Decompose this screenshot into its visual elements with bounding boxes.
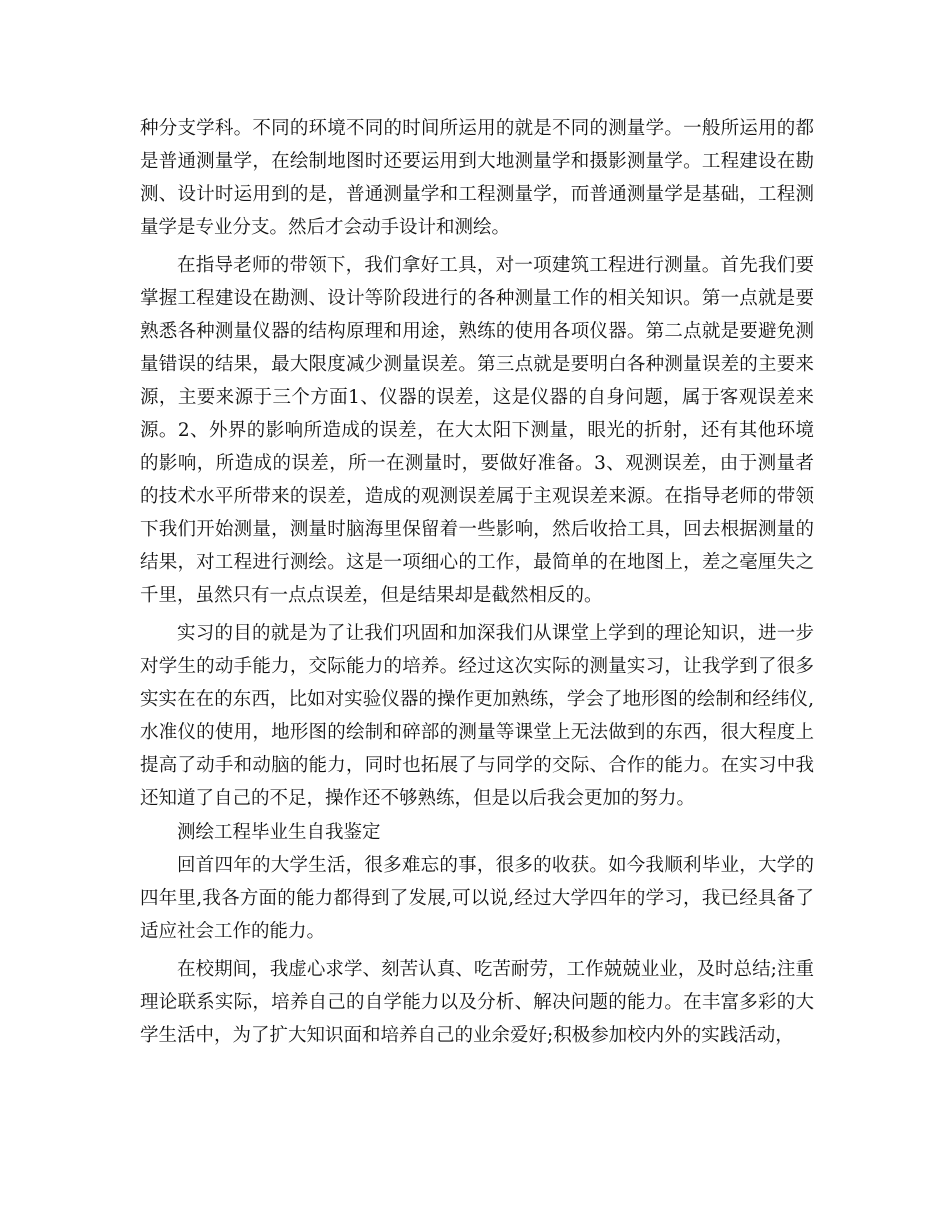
paragraph-school-period: 在校期间，我虚心求学、刻苦认真、吃苦耐劳，工作兢兢业业，及时总结;注重理论联系实际，培养自己的自学能力以及分析、解决问题的能力。在丰富多彩的大学生活中，为了扩大知识面和培养自己的业余爱好;积极参加校内外的实践活动，: [140, 959, 814, 1046]
document-body: [140, 112, 814, 1052]
paragraph-measurement-process: 在指导老师的带领下，我们拿好工具，对一项建筑工程进行测量。首先我们要掌握工程建设在勘测、设计等阶段进行的各种测量工作的相关知识。第一点就是要熟悉各种测量仪器的结构原理和用途，熟练的使用各项仪器。第二点就是要避免测量错误的结果，最大限度减少测量误差。第三点就是要明白各种测量误差的主要来源，主要来源于三个方面1、仪器的误差，这是仪器的自身问题，属于客观误差来源。2、外界的影响所造成的误差，在大太阳下测量，眼光的折射，还有其他环境的影响，所造成的误差，所一在测量时，要做好准备。3、观测误差，由于测量者的技术水平所带来的误差，造成的观测误差属于主观误差来源。在指导老师的带领下我们开始测量，测量时脑海里保留着一些影响，然后收拾工具，回去根据测量的结果，对工程进行测绘。这是一项细心的工作，最简单的在地图上，差之毫厘失之千里，虽然只有一点点误差，但是结果却是截然相反的。: [140, 255, 814, 606]
paragraph-continuation: 种分支学科。不同的环境不同的时间所运用的就是不同的测量学。一般所运用的都是普通测量学，在绘制地图时还要运用到大地测量学和摄影测量学。工程建设在勘测、设计时运用到的是，普通测量学和工程测量学，而普通测量学是基础，工程测量学是专业分支。然后才会动手设计和测绘。: [140, 118, 814, 238]
paragraph-university-review: 回首四年的大学生活，很多难忘的事，很多的收获。如今我顺利毕业，大学的四年里,我各方面的能力都得到了发展,可以说,经过大学四年的学习，我已经具备了适应社会工作的能力。: [140, 855, 814, 942]
section-heading: 测绘工程毕业生自我鉴定: [177, 822, 381, 843]
paragraph-internship-purpose: 实习的目的就是为了让我们巩固和加深我们从课堂上学到的理论知识，进一步对学生的动手能力，交际能力的培养。经过这次实际的测量实习，让我学到了很多实实在在的东西，比如对实验仪器的操作更加熟练，学会了地形图的绘制和经纬仪,水准仪的使用，地形图的绘制和碎部的测量等课堂上无法做到的东西，很大程度上提高了动手和动脑的能力，同时也拓展了与同学的交际、合作的能力。在实习中我还知道了自己的不足，操作还不够熟练，但是以后我会更加的努力。: [140, 623, 814, 809]
